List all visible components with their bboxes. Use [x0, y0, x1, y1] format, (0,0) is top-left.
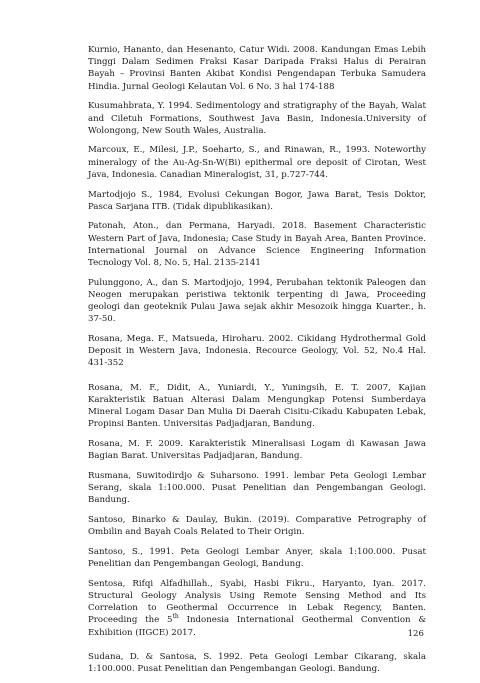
reference-entry: Marcoux, E., Milesi, J.P., Soeharto, S., and Rinawan, R., 1993. Noteworthy mineralogy of the Au-Ag-Sn-W(Bi) epithermal ore deposit of Cirotan, West Java, Indonesia. Canadian Mineralogist, 31, p.727-744. [88, 145, 426, 180]
reference-entry: Kusumahbrata, Y. 1994. Sedimentology and stratigraphy of the Bayah, Walat and Ciletuh Formations, Southwest Java Basin, Indonesia.University of Wolongong, New South Wales, Australia. [88, 101, 426, 136]
reference-entry: Martodjojo S., 1984, Evolusi Cekungan Bogor, Jawa Barat, Tesis Doktor, Pasca Sarjana ITB. (Tidak dipublikasikan). [88, 189, 426, 212]
page-number: 126 [407, 629, 424, 639]
reference-entry: Sudana, D. & Santosa, S. 1992. Peta Geologi Lembar Cikarang, skala 1:100.000. Pusat Penelitian dan Pengembangan Geologi. Bandung. [88, 651, 426, 675]
reference-list [88, 44, 426, 683]
reference-entry: Sentosa, Rifqi Alfadhillah., Syabi, Hasbi Fikru., Haryanto, Iyan. 2017. Structural Geology Analysis Using Remote Sensing Method and Its Correlation to Geothermal Occurrence in Lebak Regency, Banten. Proceeding the 5th Indonesia International Geothermal Convention & Exhibition (IIGCE) 2017. [88, 578, 426, 638]
reference-entry: Santoso, Binarko & Daulay, Bukin. (2019). Comparative Petrography of Ombilin and Bayah Coals Related to Their Origin. [88, 515, 426, 538]
reference-entry: Rosana, Mega. F., Matsueda, Hiroharu. 2002. Cikidang Hydrothermal Gold Deposit in Western Java, Indonesia. Recource Geology, Vol. 52, No.4 Hal. 431-352 [88, 334, 426, 369]
reference-entry: Rosana, M. F. 2009. Karakteristik Mineralisasi Logam di Kawasan Jawa Bagian Barat. Universitas Padjadjaran, Bandung. [88, 438, 426, 462]
reference-entry: Rosana, M. F., Didit, A., Yuniardi, Y., Yuningsih, E. T. 2007, Kajian Karakteristik Batuan Alterasi Dalam Mengungkap Potensi Sumberdaya Mineral Logam Dasar Dan Mulia Di Daerah Cisitu-Cikadu Kabupaten Lebak, Propinsi Banten. Universitas Padjadjaran, Bandung. [88, 382, 426, 430]
reference-entry: Patonah, Aton., dan Permana, Haryadi. 2018. Basement Characteristic Western Part of Java, Indonesia; Case Study in Bayah Area, Banten Province. International Journal on Advance Science Engineering Information Tecnology Vol. 8, No. 5, Hal. 2135-2141 [88, 221, 426, 269]
reference-entry: Santoso, S., 1991. Peta Geologi Lembar Anyer, skala 1:100.000. Pusat Penelitian dan Pengembangan Geologi, Bandung. [88, 546, 426, 570]
reference-entry: Kurnio, Hananto, dan Hesenanto, Catur Widi. 2008. Kandungan Emas Lebih Tinggi Dalam Sedimen Fraksi Kasar Daripada Fraksi Halus di Perairan Bayah – Provinsi Banten Akibat Kondisi Pengendapan Terbuka Samudera Hindia. Jurnal Geologi Kelautan Vol. 6 No. 3 hal 174-188 [88, 45, 426, 92]
reference-entry: Pulunggono, A., dan S. Martodjojo, 1994, Perubahan tektonik Paleogen dan Neogen merupakan peristiwa tektonik terpenting di Jawa, Proceeding geologi dan geoteknik Pulau Jawa sejak akhir Mesozoik hingga Kuarter., h. 37-50. [88, 277, 426, 325]
reference-entry: Rusmana, Suwitodirdjo & Suharsono. 1991. lembar Peta Geologi Lembar Serang, skala 1:100.000. Pusat Penelitian dan Pengembangan Geologi. Bandung. [88, 470, 426, 506]
